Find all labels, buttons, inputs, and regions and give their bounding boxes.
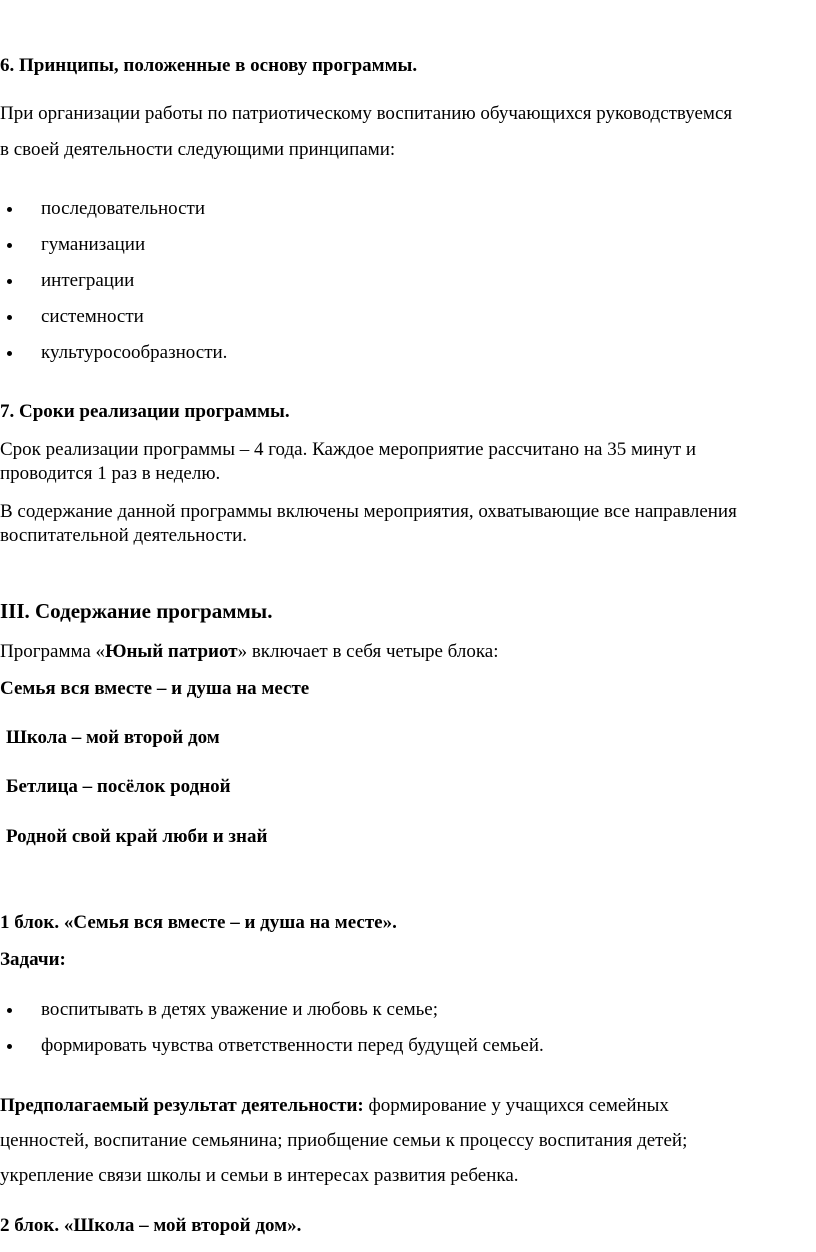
block1-heading: 1 блок. «Семья вся вместе – и душа на месте». [0,912,397,933]
section3-heading: III. Содержание программы. [0,599,273,623]
section7-para2-line2: воспитательной деятельности. [0,525,248,546]
principle-text: системности [41,306,144,327]
principle-text: интеграции [41,270,135,291]
block-title: Бетлица – посёлок родной [6,776,231,797]
section3-intro [0,640,499,664]
section6-intro-line2: в своей деятельности следующими принципами: [0,139,396,160]
block-title: Родной свой край люби и знай [6,826,268,847]
result-text: формирование у учащихся семейных [363,1095,669,1116]
bullet-icon [7,315,12,320]
bullet-icon [7,207,12,212]
principle-text: гуманизации [41,234,146,255]
principle-text: культуросообразности. [41,342,228,363]
block2-heading: 2 блок. «Школа – мой второй дом». [0,1215,302,1236]
task-text: формировать чувства ответственности перед будущей семьей. [41,1035,544,1056]
bullet-icon [7,351,12,356]
task-text: воспитывать в детях уважение и любовь к семье; [41,999,439,1020]
bullet-icon [7,279,12,284]
bullet-icon [7,243,12,248]
section6-intro-line1: При организации работы по патриотическому воспитанию обучающихся руководствуемся [0,103,733,124]
block-title: Семья вся вместе – и душа на месте [0,678,310,699]
tasks-label: Задачи: [0,949,66,970]
result-line2: ценностей, воспитание семьянина; приобщение семьи к процессу воспитания детей; [0,1130,688,1151]
intro-pre: Программа « [0,641,106,662]
result-line1 [0,1094,669,1118]
principle-text: последовательности [41,198,205,219]
intro-post: » включает в себя четыре блока: [237,641,499,662]
bullet-icon [7,1044,12,1049]
bullet-icon [7,1008,12,1013]
section7-heading: 7. Сроки реализации программы. [0,401,290,422]
section7-para2-line1: В содержание данной программы включены мероприятия, охватывающие все направления [0,501,737,522]
section7-para1-line2: проводится 1 раз в неделю. [0,463,221,484]
result-label: Предполагаемый результат деятельности: [0,1095,364,1116]
section6-heading: 6. Принципы, положенные в основу программы. [0,55,418,76]
program-name: Юный патриот [105,641,238,662]
section7-para1-line1: Срок реализации программы – 4 года. Каждое мероприятие рассчитано на 35 минут и [0,439,697,460]
result-line3: укрепление связи школы и семьи в интересах развития ребенка. [0,1165,519,1186]
block-title: Школа – мой второй дом [6,727,220,748]
